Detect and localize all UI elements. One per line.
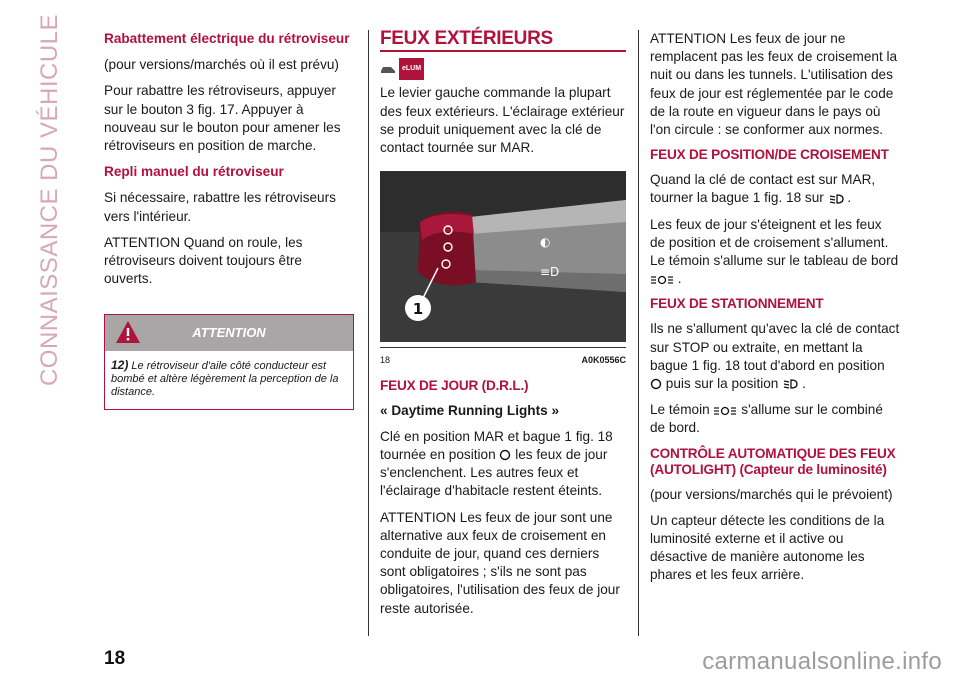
side-title-text: CONNAISSANCE DU VÉHICULE [36,13,64,387]
svg-text:≡D: ≡D [540,265,560,280]
attention-header [105,315,353,351]
attention-box [104,314,354,410]
parking-lights-indicator: Le témoin s'allume sur le combiné de bord. [650,402,883,436]
drl-position-icon [499,449,511,461]
drl-warning: ATTENTION Les feux de jour sont une alternative aux feux de croisement en conduite de jour, quand ces derniers sont obligatoires ; s'ils ne sont pas obligatoires, l'utilisation des feux de jour reste autorisée. [380,509,620,616]
heading-electric-fold: Rabattement électrique du rétroviseur [104,31,350,46]
column-3 [650,30,900,593]
side-section-title [30,13,70,387]
attention-title: ATTENTION [192,325,266,341]
drl-warning-continued: ATTENTION Les feux de jour ne remplacent pas les feux de croisement la nuit ou dans les tunnels. L'utilisation des feux de jour est réglementée par le code de la route en vigueur dans le pays où l'on circule : se conformer aux normes. [650,31,898,138]
dipped-beam-icon-2 [782,378,798,390]
figure-caption [380,347,626,369]
attention-body [105,351,353,409]
figure-callout-label: 1 [412,300,424,319]
heading-drl: FEUX DE JOUR (D.R.L.) [380,377,529,393]
light-stalk-illustration [380,172,626,342]
heading-autolight: CONTRÔLE AUTOMATIQUE DES FEUX (AUTOLIGHT) (Capteur de luminosité) [650,445,896,477]
column-divider-1 [368,30,369,636]
svg-text:◐: ◐ [540,235,551,250]
watermark: carmanualsonline.info [702,648,942,675]
autolight-note: (pour versions/marchés qui le prévoient) [650,486,893,502]
page-number: 18 [104,648,126,669]
elum-tag: eLUM [399,58,424,80]
column-1 [104,30,354,410]
electric-fold-text: Pour rabattre les rétroviseurs, appuyer sur le bouton 3 fig. 17. Appuyer à nouveau sur le bouton pour amener les rétroviseurs en position de marche. [104,83,341,154]
position-dipped-detail: Les feux de jour s'éteignent et les feux de position et de croisement s'allument. Le témoin s'allume sur le tableau de bord . [650,216,899,287]
warning-triangle-icon [115,320,141,344]
attention-number: 12) [111,358,129,373]
figure-18 [380,171,626,369]
heading-position-dipped: FEUX DE POSITION/DE CROISEMENT [650,147,889,163]
column-2 [380,30,626,626]
column-divider-2 [638,30,639,636]
figure-code: A0K0556C [581,355,626,366]
parking-lights-text: Ils ne s'allument qu'avec la clé de contact sur STOP ou extraite, en mettant la bague 1 fig. 18 tout d'abord en position puis sur la position . [650,321,900,392]
manual-fold-text: Si nécessaire, rabattre les rétroviseurs vers l'intérieur. [104,190,336,224]
car-icon [380,64,396,74]
heading-manual-fold: Repli manuel du rétroviseur [104,164,284,180]
position-lights-icon-2 [713,405,737,417]
exterior-lights-intro: Le levier gauche commande la plupart des feux extérieurs. L'éclairage extérieur se produit uniquement avec la clé de contact tournée sur MAR. [380,85,625,156]
attention-text: Le rétroviseur d'aile côté conducteur est bombé et altère légèrement la perception de la distance. [111,360,339,399]
position-lights-icon [650,274,674,286]
heading-parking-lights: FEUX DE STATIONNEMENT [650,296,824,312]
manual-fold-warning: ATTENTION Quand on roule, les rétroviseurs doivent toujours être ouverts. [104,234,303,287]
elum-badge [380,58,626,80]
off-position-icon [650,378,662,390]
drl-subtitle: « Daytime Running Lights » [380,402,560,418]
electric-fold-note: (pour versions/marchés où il est prévu) [104,57,339,73]
autolight-text: Un capteur détecte les conditions de la luminosité externe et il active ou désactive de manière autonome les phares et les feux arrière. [650,512,885,583]
section-title-exterior-lights: FEUX EXTÉRIEURS [380,30,626,52]
figure-number: 18 [380,355,391,366]
dipped-beam-icon [828,193,844,205]
position-dipped-text: Quand la clé de contact est sur MAR, tourner la bague 1 fig. 18 sur . [650,172,876,206]
drl-text: Clé en position MAR et bague 1 fig. 18 tournée en position les feux de jour s'enclenchent. Les autres feux et l'éclairage d'habitacle restent éteints. [380,428,613,499]
